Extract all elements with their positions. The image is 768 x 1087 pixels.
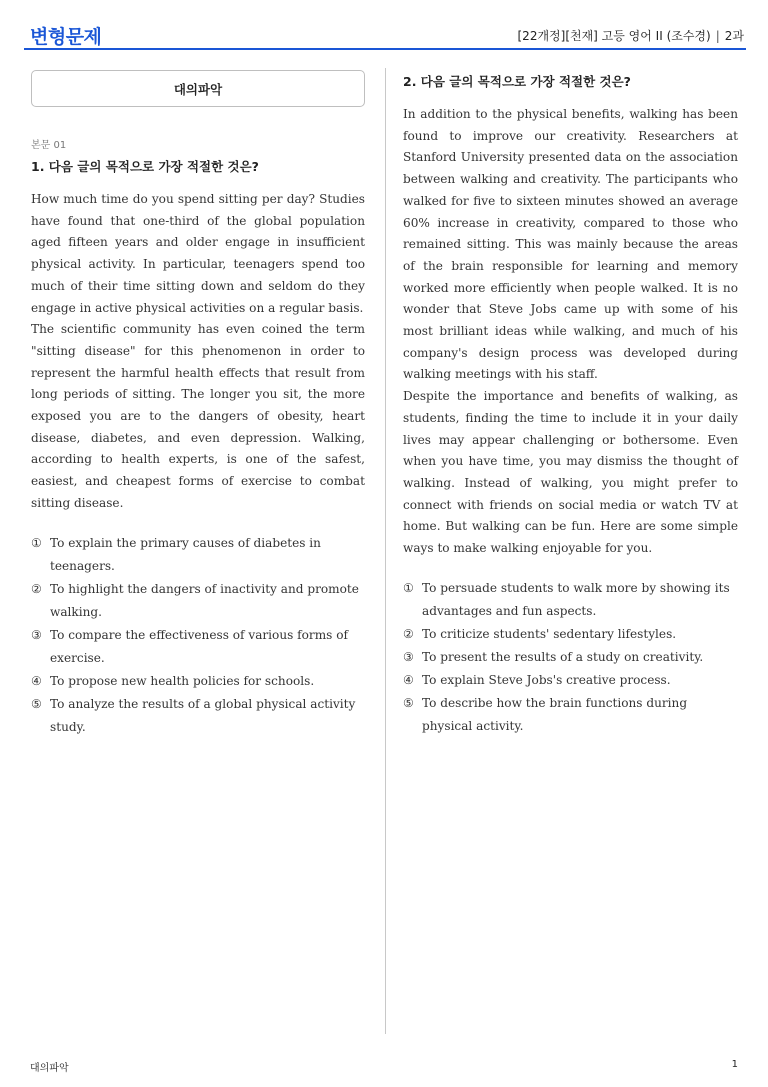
- passage-text: [403, 104, 738, 560]
- answer-option[interactable]: [403, 669, 738, 692]
- option-text: To explain the primary causes of diabetes in teenagers.: [50, 535, 321, 573]
- question-title: 2. 다음 글의 목적으로 가장 적절한 것은?: [403, 74, 631, 89]
- section-label: 대의파악: [173, 81, 223, 97]
- option-number: ③: [31, 627, 42, 642]
- option-number: ④: [31, 673, 42, 688]
- passage-paragraph: Despite the importance and benefits of walking, as students, finding the time to include it in your daily lives may appear challenging or bothersome. Even when you have time, you may dismiss the thought of walking. Instead of walking, you might prefer to connect with friends on social media or watch TV at home. But walking can be fun. Here are some simple ways to make walking enjoyable for you.: [403, 389, 738, 556]
- course-name: [22개정][천재] 고등 영어 II (조수경): [517, 29, 711, 43]
- passage-paragraph: How much time do you spend sitting per day? Studies have found that one-third of the global population aged fifteen years and older engage in insufficient physical activity. In particular, teenagers spend too much of their time sitting down and seldom do they engage in active physical activities on a regular basis.: [31, 192, 365, 315]
- passage-paragraph: The scientific community has even coined the term "sitting disease" for this phenomenon in order to represent the harmful health effects that result from long periods of sitting. The longer you sit, the more exposed you are to the dangers of obesity, heart disease, diabetes, and even depression. Walking, according to health experts, is one of the safest, easiest, and cheapest forms of exercise to combat sitting disease.: [31, 322, 365, 510]
- option-text: To compare the effectiveness of various forms of exercise.: [50, 627, 348, 665]
- answer-option[interactable]: [31, 670, 365, 693]
- answer-option[interactable]: [403, 623, 738, 646]
- left-column: [31, 70, 365, 739]
- option-text: To present the results of a study on creativity.: [422, 649, 704, 664]
- question-title: 1. 다음 글의 목적으로 가장 적절한 것은?: [31, 159, 259, 174]
- lesson-label: 2과: [724, 29, 744, 43]
- footer-section-label: 대의파악: [30, 1063, 69, 1074]
- answer-option[interactable]: [403, 577, 738, 623]
- option-number: ⑤: [403, 695, 414, 710]
- option-text: To criticize students' sedentary lifestyles.: [422, 626, 677, 641]
- right-column: [403, 70, 738, 738]
- passage-text: [31, 189, 365, 515]
- course-info: [518, 27, 745, 44]
- answer-options: [403, 577, 738, 738]
- option-text: To describe how the brain functions during physical activity.: [422, 695, 688, 733]
- header-separator: |: [715, 29, 720, 43]
- answer-option[interactable]: [31, 532, 365, 578]
- passage-tag: 본문 01: [31, 140, 67, 151]
- option-number: ②: [403, 626, 414, 641]
- option-text: To explain Steve Jobs's creative process.: [422, 672, 671, 687]
- option-number: ②: [31, 581, 42, 596]
- option-text: To analyze the results of a global physical activity study.: [50, 696, 356, 734]
- answer-options: [31, 532, 365, 739]
- option-number: ①: [31, 535, 42, 550]
- header-divider: [24, 48, 746, 50]
- answer-option[interactable]: [403, 646, 738, 669]
- answer-option[interactable]: [31, 578, 365, 624]
- page-title: 변형문제: [30, 26, 102, 48]
- option-text: To persuade students to walk more by showing its advantages and fun aspects.: [422, 580, 730, 618]
- option-number: ③: [403, 649, 414, 664]
- page-number: 1: [731, 1059, 738, 1070]
- answer-option[interactable]: [31, 624, 365, 670]
- option-number: ①: [403, 580, 414, 595]
- option-number: ④: [403, 672, 414, 687]
- option-text: To propose new health policies for schools.: [50, 673, 315, 688]
- passage-paragraph: In addition to the physical benefits, walking has been found to improve our creativity. Researchers at Stanford University presented data on the association between walking and creativity. The participants who walked for five to sixteen minutes showed an average 60% increase in creativity, compared to those who remained sitting. This was mainly because the areas of the brain responsible for learning and memory worked more efficiently when people walked. It is no wonder that Steve Jobs came up with some of his most brilliant ideas while walking, and much of his company's design process was developed during walking meetings with his staff.: [403, 107, 738, 382]
- option-number: ⑤: [31, 696, 42, 711]
- column-divider: [385, 68, 386, 1034]
- answer-option[interactable]: [403, 692, 738, 738]
- option-text: To highlight the dangers of inactivity and promote walking.: [50, 581, 359, 619]
- section-label-box: [31, 70, 365, 107]
- answer-option[interactable]: [31, 693, 365, 739]
